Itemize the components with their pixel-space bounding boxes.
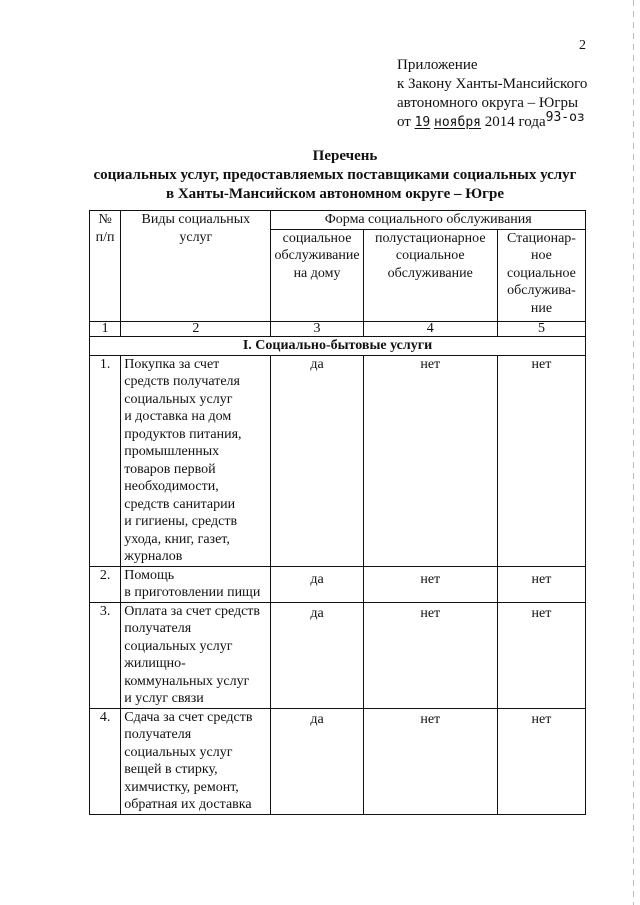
- document-title: [0, 147, 640, 204]
- row-semi: нет: [363, 566, 497, 602]
- row-semi: нет: [363, 355, 497, 566]
- header-semi: полустационарное социальное обслуживание: [363, 229, 497, 322]
- date-day: 19: [414, 115, 431, 130]
- page-number: 2: [579, 38, 586, 53]
- row-home: да: [271, 602, 363, 708]
- table-row: [90, 355, 586, 566]
- header-service: Виды социальных услуг: [121, 211, 271, 322]
- appendix-line-3: автономного округа – Югры: [397, 95, 579, 111]
- table-row: [90, 566, 586, 602]
- header-home: социальное обслуживание на дому: [271, 229, 363, 322]
- appendix-date-line: [397, 110, 587, 132]
- header-num: № п/п: [90, 211, 121, 322]
- row-service: Сдача за счет средств получателя социальных услуг вещей в стирку, химчистку, ремонт, обратная их доставка: [121, 708, 271, 814]
- appendix-line-1: Приложение: [397, 57, 478, 73]
- law-number: 93-оз: [545, 110, 585, 125]
- section-row: [90, 337, 586, 356]
- row-home: да: [271, 708, 363, 814]
- header-form-group: Форма социального обслуживания: [271, 211, 586, 230]
- row-service: Покупка за счет средств получателя социальных услуг и доставка на дом продуктов питания, промышленных товаров первой необходимости, средств санитарии и гигиены, средств ухода, книг, газет, журналов: [121, 355, 271, 566]
- row-service: Помощь в приготовлении пищи: [121, 566, 271, 602]
- table-row: [90, 708, 586, 814]
- date-prefix: от: [397, 114, 411, 130]
- column-number-row: [90, 322, 586, 337]
- column-number: 2: [121, 322, 271, 337]
- row-semi: нет: [363, 708, 497, 814]
- row-home: да: [271, 355, 363, 566]
- row-stationary: нет: [497, 566, 585, 602]
- appendix-block: [397, 56, 587, 132]
- scan-edge-artifact: [633, 0, 634, 905]
- section-title: I. Социально-бытовые услуги: [90, 337, 586, 356]
- table-row: [90, 602, 586, 708]
- column-number: 5: [497, 322, 585, 337]
- row-stationary: нет: [497, 708, 585, 814]
- row-service: Оплата за счет средств получателя социальных услуг жилищно- коммунальных услуг и услуг связи: [121, 602, 271, 708]
- row-home: да: [271, 566, 363, 602]
- title-line-2: социальных услуг, предоставляемых поставщиками социальных услуг: [93, 167, 577, 183]
- row-semi: нет: [363, 602, 497, 708]
- row-number: 3.: [90, 602, 121, 708]
- header-row-1: [90, 211, 586, 230]
- title-line-1: Перечень: [312, 148, 378, 164]
- row-stationary: нет: [497, 602, 585, 708]
- title-line-3: в Ханты-Мансийском автономном округе – Югре: [166, 186, 504, 202]
- services-table: [89, 210, 586, 815]
- row-stationary: нет: [497, 355, 585, 566]
- header-stationary: Стационар- ное социальное обслужива- ние: [497, 229, 585, 322]
- column-number: 3: [271, 322, 363, 337]
- row-number: 2.: [90, 566, 121, 602]
- column-number: 4: [363, 322, 497, 337]
- appendix-line-2: к Закону Ханты-Мансийского: [397, 76, 588, 92]
- row-number: 4.: [90, 708, 121, 814]
- date-year: 2014 года: [484, 114, 546, 130]
- date-month: ноября: [434, 115, 481, 130]
- column-number: 1: [90, 322, 121, 337]
- row-number: 1.: [90, 355, 121, 566]
